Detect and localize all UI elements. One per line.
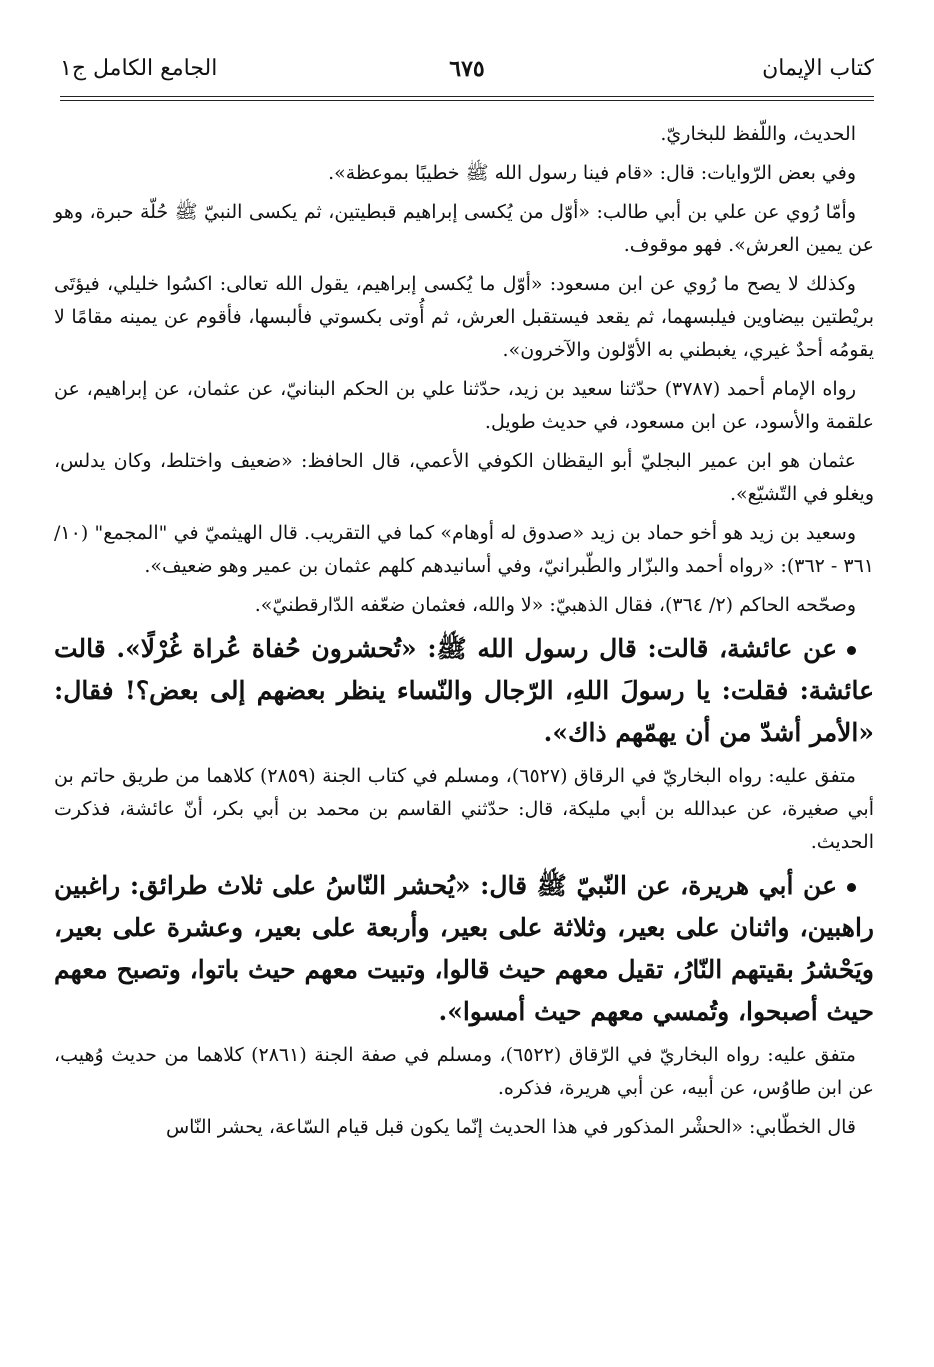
chapter-title: كتاب الإيمان [762,56,874,81]
bullet-icon [847,883,856,892]
running-header [60,52,874,92]
page-number: ٦٧٥ [449,56,485,82]
commentary-paragraph: وكذلك لا يصح ما رُوي عن ابن مسعود: «أوّل ما يُكسى إبراهيم، يقول الله تعالى: اكسُوا خليلي، فيؤتَى بريْطتين بيضاوين فيلبسهما، ثم يقعد فيستقبل العرش، ثم أُوتى بكسوتي فألبسها، فأقوم عن يمينه مقامًا لا يقومُه أحدٌ غيري، يغبطني به الأوّلون والآخرون». [54,273,874,361]
bullet-icon [847,646,856,655]
book-title: الجامع الكامل ج١ [60,56,218,81]
commentary-paragraph: وأمّا رُوي عن علي بن أبي طالب: «أوّل من يُكسى إبراهيم قبطيتين، ثم يكسى النبيّ ﷺ حُلّة حبرة، وهو عن يمين العرش». فهو موقوف. [54,201,874,256]
commentary-paragraph: الحديث، واللّفظ للبخاريّ. [660,123,856,145]
header-rule [60,96,874,97]
hadith-body: عن أبي هريرة، عن النّبيّ ﷺ قال: «يُحشر النّاسُ على ثلاث طرائق: راغبين راهبين، واثنان على بعير، وثلاثة على بعير، وأربعة على بعير، وعشرة على بعير، ويَحْشرُ بقيتهم النّارُ، تقيل معهم حيث قالوا، وتبيت معهم حيث باتوا، وتصبح معهم حيث أصبحوا، وتُمسي معهم حيث أمسوا». [54,871,874,1026]
commentary-paragraph: وسعيد بن زيد هو أخو حماد بن زيد «صدوق له أوهام» كما في التقريب. قال الهيثميّ في "المجمع" (١٠/ ٣٦١ - ٣٦٢): «رواه أحمد والبزّار والطّبرانيّ، وفي أسانيدهم كلهم عثمان بن عمير وهو ضعيف». [54,522,874,577]
commentary-paragraph: وفي بعض الرّوايات: قال: «قام فينا رسول الله ﷺ خطيبًا بموعظة». [328,162,856,184]
commentary-paragraph: متفق عليه: رواه البخاريّ في الرقاق (٦٥٢٧)، ومسلم في كتاب الجنة (٢٨٥٩) كلاهما من طريق حاتم بن أبي صغيرة، عن عبدالله بن أبي مليكة، قال: حدّثني القاسم بن محمد بن أبي بكر، أنّ عائشة، فذكرت الحديث. [54,765,874,853]
commentary-paragraph: رواه الإمام أحمد (٣٧٨٧) حدّثنا سعيد بن زيد، حدّثنا علي بن الحكم البنانيّ، عن عثمان، عن إبراهيم، عن علقمة والأسود، عن ابن مسعود، في حديث طويل. [54,378,874,433]
page-body [54,118,874,1150]
commentary-paragraph: متفق عليه: رواه البخاريّ في الرّقاق (٦٥٢٢)، ومسلم في صفة الجنة (٢٨٦١) كلاهما من حديث وُهيب، عن ابن طاوُس، عن أبيه، عن أبي هريرة، فذكره. [54,1044,874,1099]
hadith-body: عن عائشة، قالت: قال رسول الله ﷺ: «تُحشرون حُفاة عُراة غُرْلًا». قالت عائشة: فقلت: يا رسولَ اللهِ، الرّجال والنّساء ينظر بعضهم إلى بعض؟! فقال: «الأمر أشدّ من أن يهمّهم ذاك». [54,634,874,747]
header-rule-thin [60,100,874,101]
commentary-paragraph: قال الخطّابي: «الحشْر المذكور في هذا الحديث إنّما يكون قبل قيام السّاعة، يحشر النّاس [165,1116,856,1138]
commentary-paragraph: وصحّحه الحاكم (٢/ ٣٦٤)، فقال الذهبيّ: «لا والله، فعثمان ضعّفه الدّارقطنيّ». [254,594,856,616]
hadith-text [54,865,874,1033]
hadith-text [54,628,874,754]
commentary-paragraph: عثمان هو ابن عمير البجليّ أبو اليقظان الكوفي الأعمي، قال الحافظ: «ضعيف واختلط، وكان يدلس، ويغلو في التّشيّع». [54,450,874,505]
